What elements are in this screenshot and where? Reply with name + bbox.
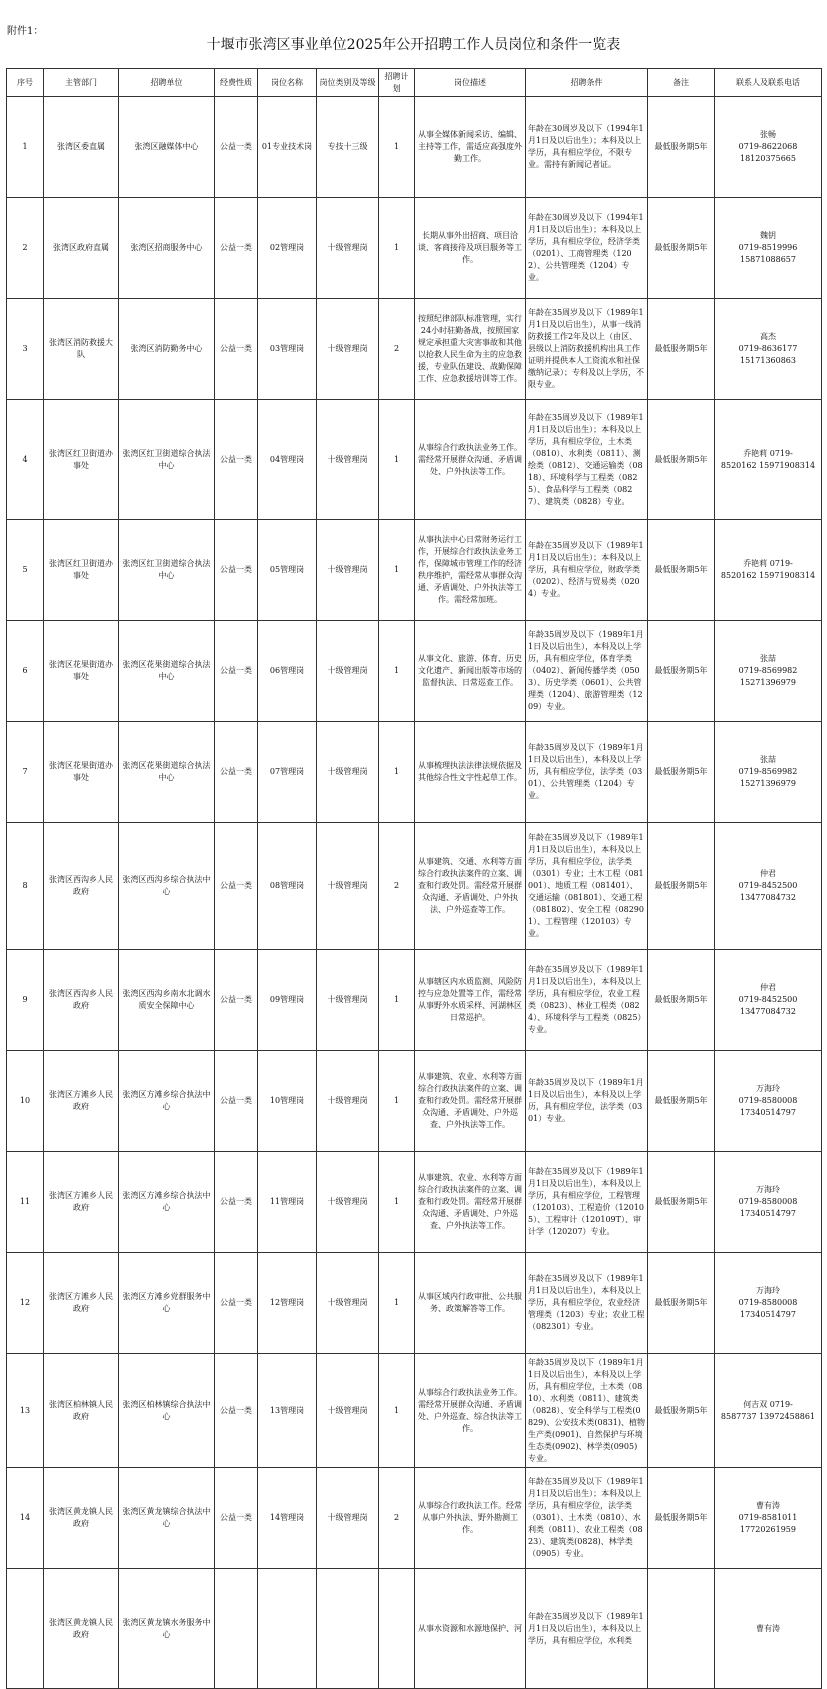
cell-note: 最低服务期5年 bbox=[648, 1152, 715, 1253]
cell-serial: 13 bbox=[7, 1354, 44, 1468]
cell-conditions: 年龄在35周岁及以下（1989年1月1日及以后出生），本科及以上学历，具有相应学位，农业经济管理类（1203）专业；农业工程（082301）专业。 bbox=[526, 1253, 648, 1354]
cell-level: 十级管理岗 bbox=[317, 400, 379, 520]
contact-line: 0719-8452500 bbox=[738, 881, 798, 890]
cell-plan: 1 bbox=[379, 950, 415, 1051]
cell-note: 最低服务期5年 bbox=[648, 823, 715, 950]
cell-conditions: 年龄在30周岁及以下（1994年1月1日及以后出生）；本科及以上学历，具有相应学位，不限专业。需持有新闻记者证。 bbox=[526, 97, 648, 198]
cell-serial bbox=[7, 1569, 44, 1689]
cell-level: 十级管理岗 bbox=[317, 1354, 379, 1468]
cell-plan bbox=[379, 1569, 415, 1689]
contact-line: 8520162 15971908314 bbox=[720, 571, 816, 580]
cell-funding: 公益一类 bbox=[215, 1354, 258, 1468]
cell-note: 最低服务期5年 bbox=[648, 198, 715, 299]
header-cell: 联系人及联系电话 bbox=[715, 69, 822, 97]
contact-line: 0719-8636177 bbox=[738, 344, 798, 353]
cell-level: 十级管理岗 bbox=[317, 1152, 379, 1253]
cell-plan: 2 bbox=[379, 823, 415, 950]
contact-line: 18120375665 bbox=[740, 154, 796, 163]
cell-unit: 张湾区红卫街道综合执法中心 bbox=[119, 400, 215, 520]
cell-plan: 1 bbox=[379, 722, 415, 823]
table-row bbox=[7, 400, 822, 520]
cell-unit: 张湾区花果街道综合执法中心 bbox=[119, 722, 215, 823]
cell-description: 从事梳理执法法律法规依据及其他综合性文字性起草工作。 bbox=[415, 722, 526, 823]
table-row bbox=[7, 1354, 822, 1468]
cell-department: 张湾区委直属 bbox=[44, 97, 119, 198]
cell-contact bbox=[715, 97, 822, 198]
cell-note: 最低服务期5年 bbox=[648, 400, 715, 520]
cell-department: 张湾区黄龙镇人民政府 bbox=[44, 1468, 119, 1569]
cell-contact bbox=[715, 621, 822, 722]
cell-department: 张湾区花果街道办事处 bbox=[44, 621, 119, 722]
contact-line: 万海玲 bbox=[756, 1185, 780, 1194]
cell-description: 从事文化、旅游、体育、历史文化遗产、新闻出版等市场的监督执法、日常巡查工作。 bbox=[415, 621, 526, 722]
cell-unit: 张湾区柏林镇综合执法中心 bbox=[119, 1354, 215, 1468]
contact-line: 0719-8452500 bbox=[738, 995, 798, 1004]
cell-level: 十级管理岗 bbox=[317, 823, 379, 950]
cell-plan: 1 bbox=[379, 621, 415, 722]
cell-funding bbox=[215, 1569, 258, 1689]
cell-contact bbox=[715, 299, 822, 400]
cell-level: 十级管理岗 bbox=[317, 198, 379, 299]
cell-plan: 1 bbox=[379, 1253, 415, 1354]
contact-line: 0719-8569982 bbox=[738, 767, 798, 776]
cell-conditions: 年龄35周岁及以下（1989年1月1日及以后出生），本科及以上学历，具有相应学位，法学类（0301）、公共管理类（1204）专业。 bbox=[526, 722, 648, 823]
cell-conditions: 年龄在35周岁及以下（1989年1月1日及以后出生），从事一线消防救援工作2年及以上（由区、县级以上消防救援机构出具工作证明并提供本人工资流水和社保缴纳记录）；专科及以上学历，不限专业。 bbox=[526, 299, 648, 400]
cell-plan: 2 bbox=[379, 1468, 415, 1569]
contact-line: 17340514797 bbox=[740, 1209, 796, 1218]
cell-funding: 公益一类 bbox=[215, 1051, 258, 1152]
cell-post-name: 02管理岗 bbox=[258, 198, 317, 299]
contact-line: 17340514797 bbox=[740, 1310, 796, 1319]
cell-funding: 公益一类 bbox=[215, 1253, 258, 1354]
cell-note: 最低服务期5年 bbox=[648, 722, 715, 823]
cell-level: 十级管理岗 bbox=[317, 299, 379, 400]
table-row bbox=[7, 1152, 822, 1253]
cell-unit: 张湾区消防勤务中心 bbox=[119, 299, 215, 400]
cell-department: 张湾区红卫街道办事处 bbox=[44, 520, 119, 621]
contact-line: 曹有涛 bbox=[756, 1501, 780, 1510]
cell-contact bbox=[715, 1569, 822, 1689]
cell-level: 专技十三级 bbox=[317, 97, 379, 198]
cell-department: 张湾区消防救援大队 bbox=[44, 299, 119, 400]
cell-contact bbox=[715, 1468, 822, 1569]
cell-funding: 公益一类 bbox=[215, 1152, 258, 1253]
header-cell: 经费性质 bbox=[215, 69, 258, 97]
contact-line: 17720261959 bbox=[740, 1525, 796, 1534]
cell-department: 张湾区方滩乡人民政府 bbox=[44, 1253, 119, 1354]
cell-note bbox=[648, 1569, 715, 1689]
cell-note: 最低服务期5年 bbox=[648, 950, 715, 1051]
cell-serial: 10 bbox=[7, 1051, 44, 1152]
cell-serial: 12 bbox=[7, 1253, 44, 1354]
contact-line: 13477084732 bbox=[740, 893, 796, 902]
contact-line: 0719-8580008 bbox=[738, 1096, 798, 1105]
cell-description: 长期从事外出招商、项目洽谈、客商接待及项目服务等工作。 bbox=[415, 198, 526, 299]
cell-description: 按照纪律部队标准管理，实行24小时驻勤备战，按照国家规定承担重大灾害事故和其他以抢救人民生命为主的应急救援，专业队伍建设、战勤保障工作、应急救援培训等工作。 bbox=[415, 299, 526, 400]
contact-line: 张喆 bbox=[760, 654, 776, 663]
positions-table bbox=[6, 68, 822, 1689]
cell-level: 十级管理岗 bbox=[317, 1051, 379, 1152]
cell-serial: 8 bbox=[7, 823, 44, 950]
contact-line: 15271396979 bbox=[740, 779, 796, 788]
cell-description: 从事区域内行政审批、公共服务、政策解答等工作。 bbox=[415, 1253, 526, 1354]
cell-level: 十级管理岗 bbox=[317, 722, 379, 823]
cell-unit: 张湾区花果街道综合执法中心 bbox=[119, 621, 215, 722]
header-cell: 招聘条件 bbox=[526, 69, 648, 97]
cell-unit: 张湾区方滩乡综合执法中心 bbox=[119, 1152, 215, 1253]
cell-description: 从事综合行政执法工作。经常从事户外执法、野外勘测工作。 bbox=[415, 1468, 526, 1569]
cell-post-name: 14管理岗 bbox=[258, 1468, 317, 1569]
cell-description: 从事建筑、农业、水利等方面综合行政执法案件的立案、调查和行政处罚。需经常开展群众沟通、矛盾调处、户外巡查、户外执法等工作。 bbox=[415, 1051, 526, 1152]
table-row bbox=[7, 97, 822, 198]
cell-conditions: 年龄在35周岁及以下（1989年1月1日及以后出生），本科及以上学历，具有相应学位，农业工程类（0823）、林业工程类（0824）、环境科学与工程类（0825）专业。 bbox=[526, 950, 648, 1051]
cell-funding: 公益一类 bbox=[215, 520, 258, 621]
contact-line: 0719-8622068 bbox=[738, 142, 798, 151]
cell-serial: 3 bbox=[7, 299, 44, 400]
table-row bbox=[7, 722, 822, 823]
cell-contact bbox=[715, 950, 822, 1051]
cell-contact bbox=[715, 1354, 822, 1468]
cell-contact bbox=[715, 1152, 822, 1253]
contact-line: 17340514797 bbox=[740, 1108, 796, 1117]
cell-conditions: 年龄35周岁及以下（1989年1月1日及以后出生），本科及以上学历，具有相应学位，土木类（0810）、水利类（0811）、建筑类（0828）、安全科学与工程类(0829)、公安技术类(0831)、植物生产类(0901)、自然保护与环境生态类(0902)、林学类(0905)专业。 bbox=[526, 1354, 648, 1468]
cell-contact bbox=[715, 722, 822, 823]
header-cell: 序号 bbox=[7, 69, 44, 97]
table-header-row bbox=[7, 69, 822, 97]
cell-serial: 4 bbox=[7, 400, 44, 520]
cell-description: 从事综合行政执法业务工作。需经常开展群众沟通、矛盾调处、户外执法等工作。 bbox=[415, 400, 526, 520]
header-cell: 主管部门 bbox=[44, 69, 119, 97]
cell-funding: 公益一类 bbox=[215, 621, 258, 722]
header-cell: 招聘单位 bbox=[119, 69, 215, 97]
cell-plan: 1 bbox=[379, 198, 415, 299]
cell-post-name: 04管理岗 bbox=[258, 400, 317, 520]
contact-line: 仲君 bbox=[760, 869, 776, 878]
cell-description: 从事辖区内水质监测、风险防控与应急处置等工作，需经常从事野外水质采样、河湖林区日常巡护。 bbox=[415, 950, 526, 1051]
cell-department: 张湾区红卫街道办事处 bbox=[44, 400, 119, 520]
cell-description: 从事水资源和水源地保护、河 bbox=[415, 1569, 526, 1689]
cell-description: 从事执法中心日常财务运行工作，开展综合行政执法业务工作，保障城市管理工作的经济秩序维护，需经常从事群众沟通、矛盾调处、户外执法等工作。需经常加班。 bbox=[415, 520, 526, 621]
cell-department: 张湾区政府直属 bbox=[44, 198, 119, 299]
contact-line: 仲君 bbox=[760, 983, 776, 992]
attachment-label: 附件1： bbox=[7, 26, 44, 37]
cell-serial: 5 bbox=[7, 520, 44, 621]
cell-unit: 张湾区西沟乡综合执法中心 bbox=[119, 823, 215, 950]
contact-line: 魏钥 bbox=[760, 231, 776, 240]
cell-serial: 2 bbox=[7, 198, 44, 299]
cell-contact bbox=[715, 1253, 822, 1354]
cell-serial: 1 bbox=[7, 97, 44, 198]
header-cell: 岗位名称 bbox=[258, 69, 317, 97]
cell-serial: 9 bbox=[7, 950, 44, 1051]
cell-note: 最低服务期5年 bbox=[648, 1253, 715, 1354]
cell-unit: 张湾区黄龙镇综合执法中心 bbox=[119, 1468, 215, 1569]
cell-post-name: 07管理岗 bbox=[258, 722, 317, 823]
contact-line: 8520162 15971908314 bbox=[720, 460, 816, 470]
cell-level: 十级管理岗 bbox=[317, 520, 379, 621]
cell-contact bbox=[715, 1051, 822, 1152]
table-row bbox=[7, 198, 822, 299]
cell-post-name: 10管理岗 bbox=[258, 1051, 317, 1152]
header-cell: 招聘计划 bbox=[379, 69, 415, 97]
cell-conditions: 年龄在35周岁及以下（1989年1月1日及以后出生）；本科及以上学历，具有相应学位，土木类（0810）、水利类（0811）、测绘类（0812）、交通运输类（0818）、环境科学与工程类（0825）、食品科学与工程类（0827）、建筑类（0828）专业。 bbox=[526, 400, 648, 520]
cell-description: 从事建筑、交通、水利等方面综合行政执法案件的立案、调查和行政处罚。需经常开展群众沟通、矛盾调处、户外执法、户外巡查等工作。 bbox=[415, 823, 526, 950]
cell-plan: 1 bbox=[379, 1354, 415, 1468]
cell-plan: 1 bbox=[379, 400, 415, 520]
cell-plan: 1 bbox=[379, 520, 415, 621]
table-row bbox=[7, 621, 822, 722]
cell-description: 从事建筑、农业、水利等方面综合行政执法案件的立案、调查和行政处罚。需经常开展群众沟通、矛盾调处、户外巡查、户外执法等工作。 bbox=[415, 1152, 526, 1253]
cell-note: 最低服务期5年 bbox=[648, 1354, 715, 1468]
cell-level: 十级管理岗 bbox=[317, 950, 379, 1051]
cell-plan: 1 bbox=[379, 97, 415, 198]
cell-unit: 张湾区招商服务中心 bbox=[119, 198, 215, 299]
cell-funding: 公益一类 bbox=[215, 823, 258, 950]
cell-post-name: 03管理岗 bbox=[258, 299, 317, 400]
cell-serial: 14 bbox=[7, 1468, 44, 1569]
cell-conditions: 年龄在35周岁及以下（1989年1月1日及以后出生），本科及以上学历，具有相应学位，法学类（0301）专业；土木工程（081001）、地质工程（081401）、交通运输（081801）、交通工程（081802）、安全工程（082901）、工程管理（120103）专业。 bbox=[526, 823, 648, 950]
contact-line: 0719-8580008 bbox=[738, 1197, 798, 1206]
cell-serial: 11 bbox=[7, 1152, 44, 1253]
cell-unit: 张湾区融媒体中心 bbox=[119, 97, 215, 198]
cell-serial: 6 bbox=[7, 621, 44, 722]
cell-funding: 公益一类 bbox=[215, 97, 258, 198]
cell-conditions: 年龄在35周岁及以下（1989年1月1日及以后出生）；本科及以上学历，具有相应学位，财政学类（0202）、经济与贸易类（0204）专业。 bbox=[526, 520, 648, 621]
cell-unit: 张湾区方滩乡党群服务中心 bbox=[119, 1253, 215, 1354]
contact-line: 万海玲 bbox=[756, 1084, 780, 1093]
contact-line: 0719-8580008 bbox=[738, 1298, 798, 1307]
contact-line: 13477084732 bbox=[740, 1007, 796, 1016]
cell-serial: 7 bbox=[7, 722, 44, 823]
cell-unit: 张湾区方滩乡综合执法中心 bbox=[119, 1051, 215, 1152]
table-row bbox=[7, 520, 822, 621]
cell-post-name: 05管理岗 bbox=[258, 520, 317, 621]
cell-funding: 公益一类 bbox=[215, 722, 258, 823]
contact-line: 15271396979 bbox=[740, 678, 796, 687]
cell-note: 最低服务期5年 bbox=[648, 621, 715, 722]
cell-post-name: 01专业技术岗 bbox=[258, 97, 317, 198]
contact-line: 乔艳莉 0719- bbox=[743, 448, 793, 458]
contact-line: 乔艳莉 0719- bbox=[743, 559, 793, 568]
contact-line: 万海玲 bbox=[756, 1286, 780, 1295]
cell-post-name: 06管理岗 bbox=[258, 621, 317, 722]
cell-unit: 张湾区西沟乡南水北调水质安全保障中心 bbox=[119, 950, 215, 1051]
cell-conditions: 年龄35周岁及以下（1989年1月1日及以后出生），本科及以上学历，具有相应学位，体育学类（0402）、新闻传播学类（0503）、历史学类（0601）、公共管理类（1204）、旅游管理类（1209）专业。 bbox=[526, 621, 648, 722]
cell-funding: 公益一类 bbox=[215, 1468, 258, 1569]
cell-department: 张湾区西沟乡人民政府 bbox=[44, 950, 119, 1051]
cell-conditions: 年龄在35周岁及以下（1989年1月1日及以后出生），本科及以上学历，具有相应学位，工程管理（120103）、工程造价（120105）、工程审计（120109T）、审计学（120207）专业。 bbox=[526, 1152, 648, 1253]
cell-post-name bbox=[258, 1569, 317, 1689]
table-row bbox=[7, 1051, 822, 1152]
cell-level bbox=[317, 1569, 379, 1689]
contact-line: 0719-8581011 bbox=[738, 1513, 798, 1522]
contact-line: 张喆 bbox=[760, 755, 776, 764]
cell-conditions: 年龄在30周岁及以下（1994年1月1日及以后出生）；本科及以上学历，具有相应学位，经济学类（0201）、工商管理类（1202）、公共管理类（1204）专业。 bbox=[526, 198, 648, 299]
cell-post-name: 11管理岗 bbox=[258, 1152, 317, 1253]
contact-line: 15871088657 bbox=[740, 255, 796, 264]
table-row bbox=[7, 950, 822, 1051]
cell-note: 最低服务期5年 bbox=[648, 1051, 715, 1152]
cell-note: 最低服务期5年 bbox=[648, 299, 715, 400]
header-cell: 备注 bbox=[648, 69, 715, 97]
cell-conditions: 年龄在35周岁及以下（1989年1月1日及以后出生），本科及以上学历，具有相应学位，水利类 bbox=[526, 1569, 648, 1689]
cell-plan: 2 bbox=[379, 299, 415, 400]
header-cell: 岗位类别及等级 bbox=[317, 69, 379, 97]
cell-contact bbox=[715, 520, 822, 621]
contact-line: 0719-8569982 bbox=[738, 666, 798, 675]
cell-department: 张湾区黄龙镇人民政府 bbox=[44, 1569, 119, 1689]
cell-funding: 公益一类 bbox=[215, 299, 258, 400]
cell-contact bbox=[715, 198, 822, 299]
cell-plan: 1 bbox=[379, 1152, 415, 1253]
cell-funding: 公益一类 bbox=[215, 198, 258, 299]
cell-note: 最低服务期5年 bbox=[648, 97, 715, 198]
cell-funding: 公益一类 bbox=[215, 400, 258, 520]
table-row bbox=[7, 299, 822, 400]
table-row bbox=[7, 1253, 822, 1354]
contact-line: 0719-8519996 bbox=[738, 243, 798, 252]
cell-post-name: 09管理岗 bbox=[258, 950, 317, 1051]
cell-conditions: 年龄35周岁及以下（1989年1月1日及以后出生），本科及以上学历，具有相应学位，法学类（0301）专业。 bbox=[526, 1051, 648, 1152]
document-title: 十堰市张湾区事业单位2025年公开招聘工作人员岗位和条件一览表 bbox=[206, 37, 621, 53]
cell-description: 从事综合行政执法业务工作。需经常开展群众沟通、矛盾调处、户外巡查、综合执法等工作。 bbox=[415, 1354, 526, 1468]
cell-note: 最低服务期5年 bbox=[648, 520, 715, 621]
cell-department: 张湾区柏林镇人民政府 bbox=[44, 1354, 119, 1468]
cell-contact bbox=[715, 400, 822, 520]
cell-funding: 公益一类 bbox=[215, 950, 258, 1051]
cell-description: 从事全媒体新闻采访、编辑、主持等工作，需适应高强度外勤工作。 bbox=[415, 97, 526, 198]
table-row bbox=[7, 823, 822, 950]
cell-post-name: 08管理岗 bbox=[258, 823, 317, 950]
contact-line: 高杰 bbox=[760, 332, 776, 341]
cell-level: 十级管理岗 bbox=[317, 621, 379, 722]
contact-line: 何吉双 0719- bbox=[743, 1399, 793, 1409]
cell-level: 十级管理岗 bbox=[317, 1253, 379, 1354]
cell-note: 最低服务期5年 bbox=[648, 1468, 715, 1569]
cell-unit: 张湾区黄龙镇水务服务中心 bbox=[119, 1569, 215, 1689]
cell-department: 张湾区西沟乡人民政府 bbox=[44, 823, 119, 950]
cell-plan: 1 bbox=[379, 1051, 415, 1152]
cell-post-name: 12管理岗 bbox=[258, 1253, 317, 1354]
cell-level: 十级管理岗 bbox=[317, 1468, 379, 1569]
contact-line: 曹有涛 bbox=[756, 1623, 780, 1633]
cell-department: 张湾区花果街道办事处 bbox=[44, 722, 119, 823]
cell-post-name: 13管理岗 bbox=[258, 1354, 317, 1468]
contact-line: 15171360863 bbox=[740, 356, 796, 365]
cell-department: 张湾区方滩乡人民政府 bbox=[44, 1051, 119, 1152]
contact-line: 张畅 bbox=[760, 130, 776, 139]
cell-unit: 张湾区红卫街道综合执法中心 bbox=[119, 520, 215, 621]
table-row bbox=[7, 1569, 822, 1689]
contact-line: 8587737 13972458861 bbox=[720, 1411, 816, 1421]
cell-conditions: 年龄在35周岁及以下（1989年1月1日及以后出生）；本科及以上学历，具有相应学位，法学类（0301）、土木类（0810）、水利类（0811）、农业工程类（0823）、建筑类(0828)、林学类（0905）专业。 bbox=[526, 1468, 648, 1569]
header-cell: 岗位描述 bbox=[415, 69, 526, 97]
cell-department: 张湾区方滩乡人民政府 bbox=[44, 1152, 119, 1253]
table-row bbox=[7, 1468, 822, 1569]
cell-contact bbox=[715, 823, 822, 950]
